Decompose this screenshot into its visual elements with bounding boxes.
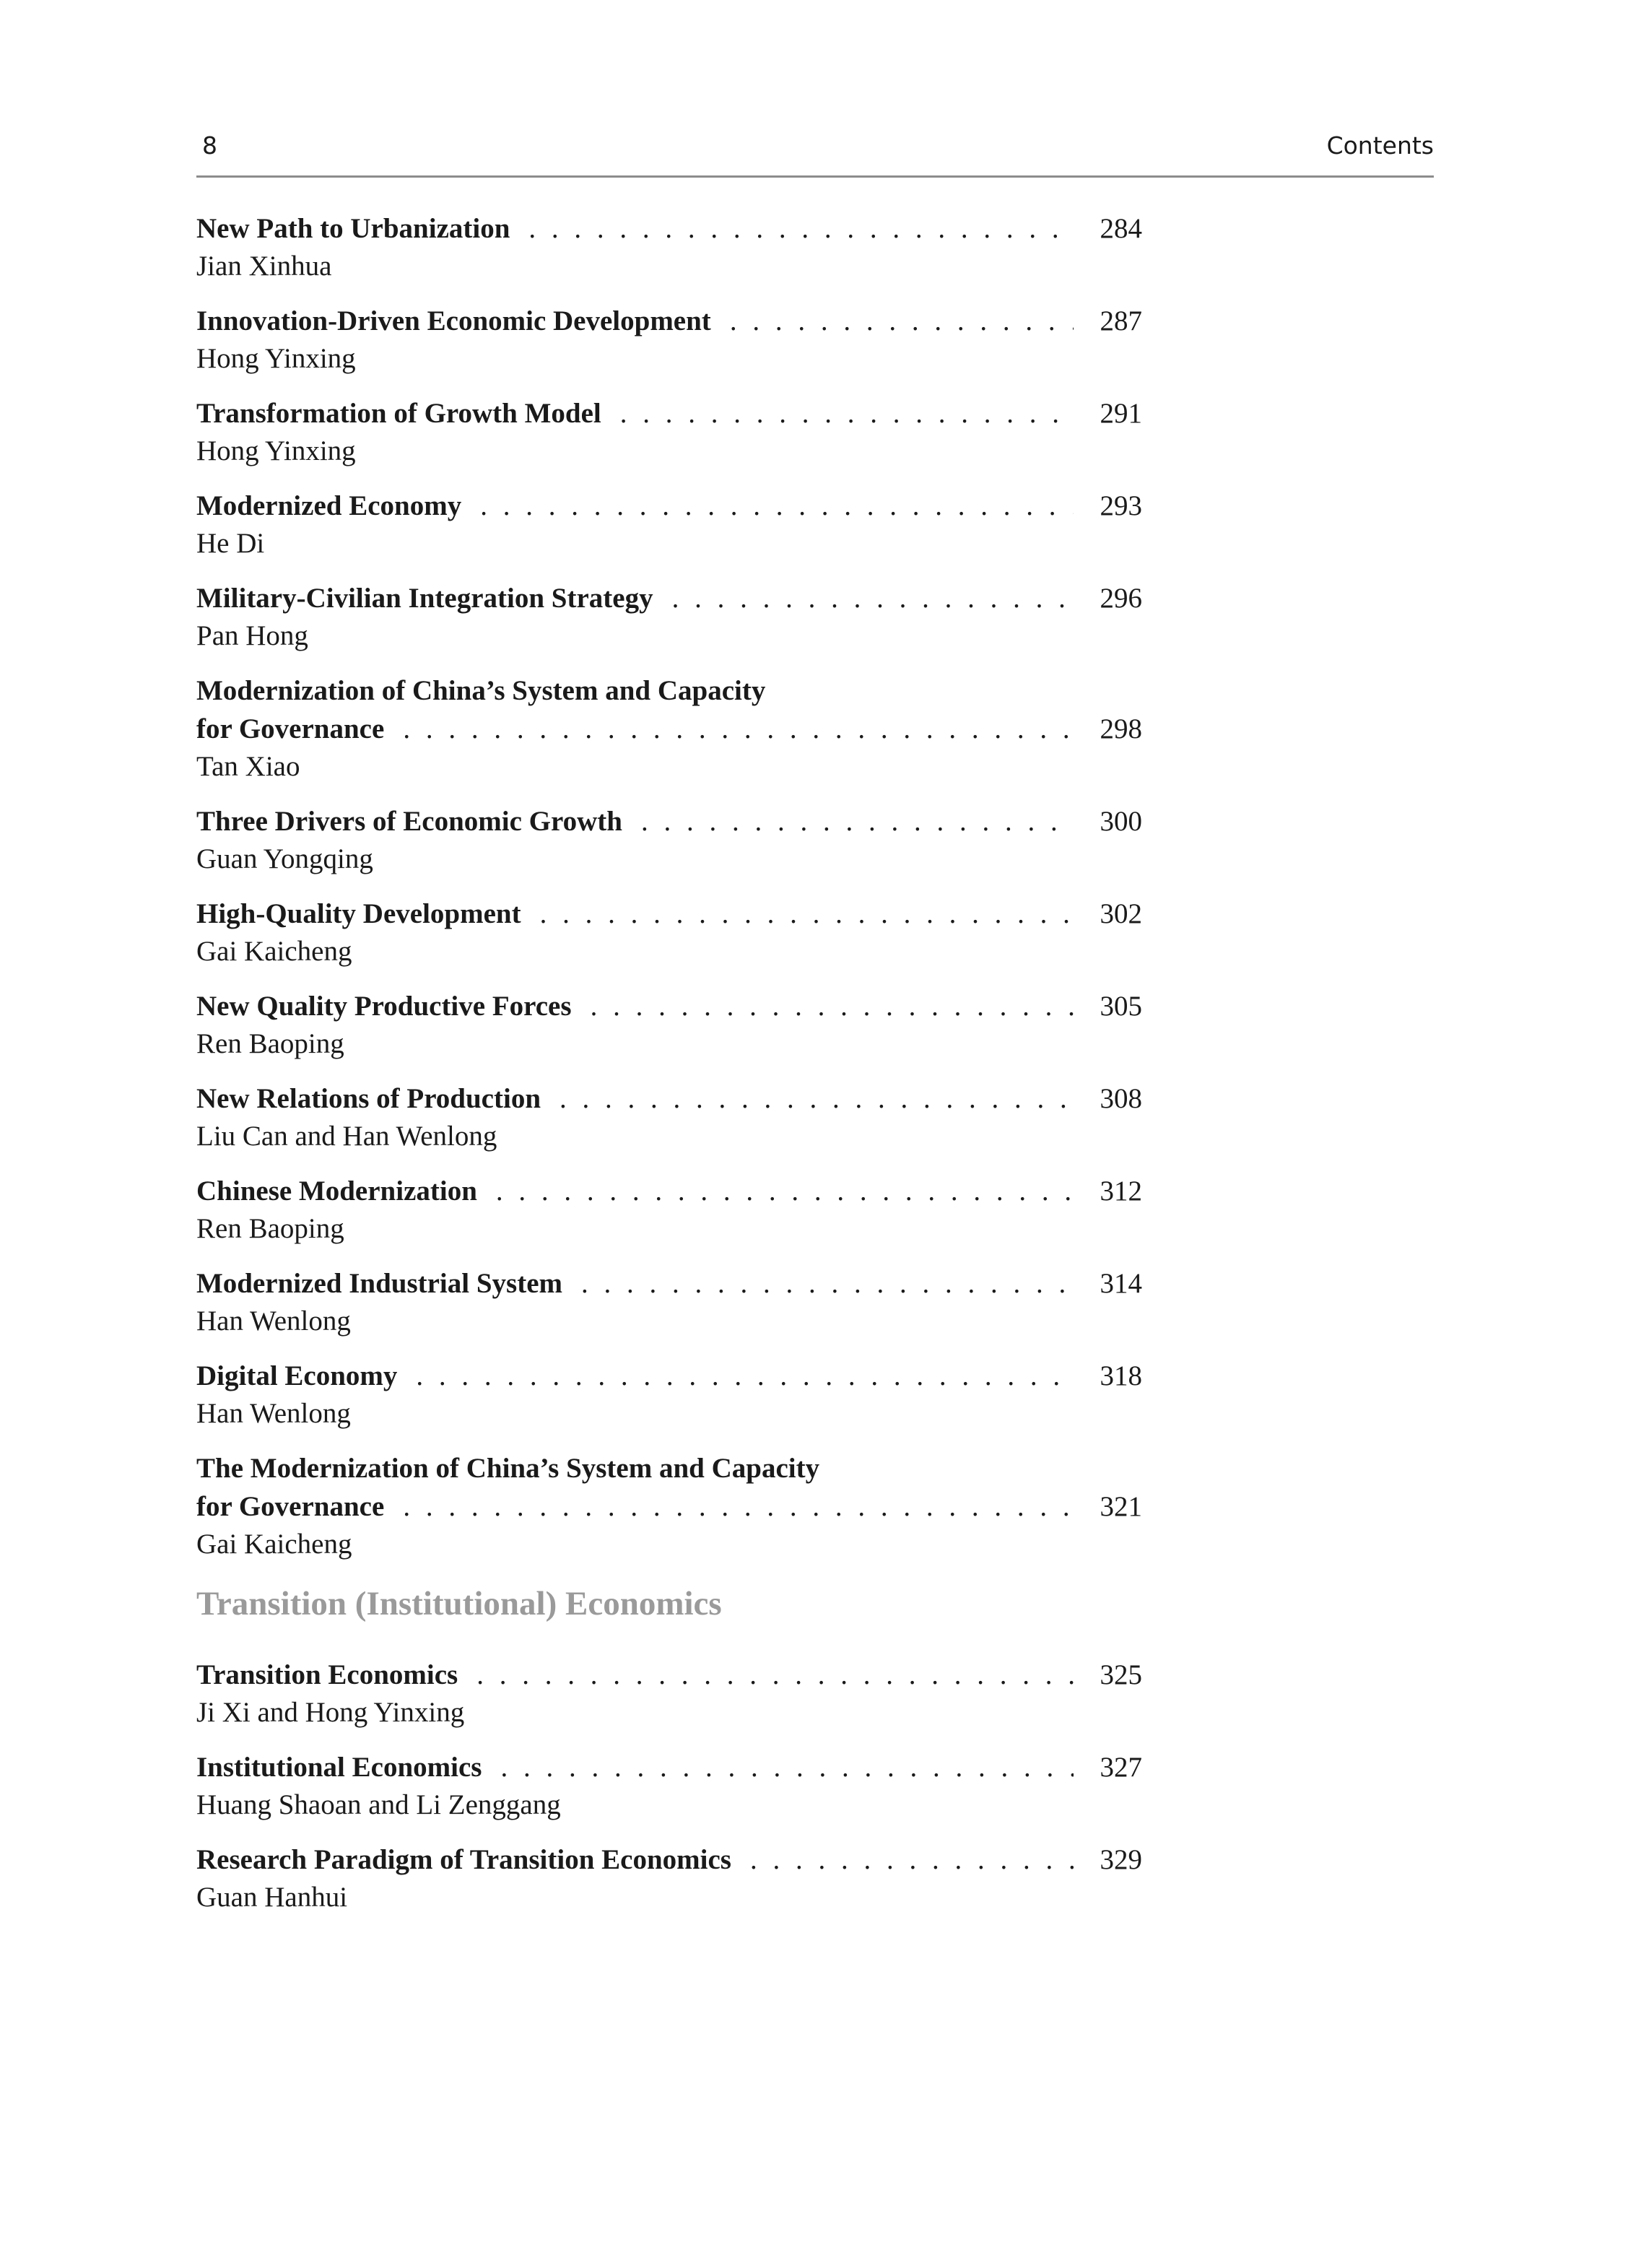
entry-page: 314 — [1100, 1268, 1142, 1299]
entry-author: Tan Xiao — [196, 751, 300, 782]
entry-title: New Relations of Production — [196, 1083, 541, 1114]
dot-leader — [560, 1079, 1074, 1118]
dot-leader — [730, 302, 1074, 340]
entry-author: He Di — [196, 528, 265, 559]
page-header — [196, 131, 1434, 168]
dot-leader — [500, 1748, 1074, 1786]
entry-page: 312 — [1100, 1176, 1142, 1207]
entry-title: Modernized Economy — [196, 490, 462, 521]
toc-entry-governance-2[interactable] — [196, 1449, 1142, 1563]
running-title: Contents — [1326, 131, 1434, 160]
header-rule — [196, 175, 1434, 178]
entry-author: Hong Yinxing — [196, 343, 356, 374]
dot-leader — [403, 1487, 1074, 1526]
entry-author: Ren Baoping — [196, 1213, 344, 1244]
entry-page: 302 — [1100, 898, 1142, 929]
section-heading: Transition (Institutional) Economics — [196, 1585, 722, 1622]
toc-entry-growth-model[interactable] — [196, 394, 1142, 470]
toc-entry-digital-economy[interactable] — [196, 1357, 1142, 1433]
entry-author: Gai Kaicheng — [196, 936, 352, 967]
entry-page: 298 — [1100, 713, 1142, 744]
toc-entry-innovation[interactable] — [196, 302, 1142, 378]
entry-page: 318 — [1100, 1360, 1142, 1391]
entry-page: 305 — [1100, 991, 1142, 1022]
dot-leader — [620, 394, 1074, 433]
entry-title: for Governance — [196, 1491, 385, 1522]
dot-leader — [416, 1357, 1074, 1395]
dot-leader — [496, 1172, 1074, 1210]
entry-author: Han Wenlong — [196, 1398, 351, 1429]
toc-entry-industrial-system[interactable] — [196, 1264, 1142, 1340]
dot-leader — [528, 209, 1074, 248]
entry-page: 293 — [1100, 490, 1142, 521]
entry-title: Innovation-Driven Economic Development — [196, 305, 711, 336]
dot-leader — [476, 1656, 1074, 1694]
entry-title: Transition Economics — [196, 1659, 458, 1690]
entry-author: Gai Kaicheng — [196, 1529, 352, 1560]
dot-leader — [672, 579, 1074, 617]
toc-entry-urbanization[interactable] — [196, 209, 1142, 285]
entry-title: Research Paradigm of Transition Economics — [196, 1844, 731, 1875]
toc-entry-high-quality[interactable] — [196, 895, 1142, 970]
entry-title: New Quality Productive Forces — [196, 991, 572, 1022]
entry-title: Modernized Industrial System — [196, 1268, 562, 1299]
entry-page: 325 — [1100, 1659, 1142, 1690]
entry-page: 327 — [1100, 1752, 1142, 1783]
toc-entry-institutional-economics[interactable] — [196, 1748, 1142, 1824]
entry-page: 284 — [1100, 213, 1142, 244]
toc-entry-military-civilian[interactable] — [196, 579, 1142, 655]
entry-title: Digital Economy — [196, 1360, 398, 1391]
entry-title: Three Drivers of Economic Growth — [196, 806, 622, 837]
dot-leader — [540, 895, 1074, 933]
entry-author: Huang Shaoan and Li Zenggang — [196, 1789, 561, 1820]
entry-page: 287 — [1100, 305, 1142, 336]
entry-author: Guan Yongqing — [196, 843, 373, 874]
book-page — [196, 0, 1434, 2268]
dot-leader — [591, 987, 1074, 1025]
entry-title: Institutional Economics — [196, 1752, 482, 1783]
toc-entry-governance-1[interactable] — [196, 672, 1142, 786]
entry-author: Guan Hanhui — [196, 1882, 348, 1913]
entry-author: Hong Yinxing — [196, 435, 356, 466]
entry-author: Ren Baoping — [196, 1028, 344, 1059]
dot-leader — [403, 710, 1074, 748]
toc-entry-transition-economics[interactable] — [196, 1656, 1142, 1732]
entry-title: for Governance — [196, 713, 385, 744]
entry-page: 291 — [1100, 398, 1142, 429]
toc-entry-chinese-modernization[interactable] — [196, 1172, 1142, 1248]
entry-title: New Path to Urbanization — [196, 213, 510, 244]
entry-page: 329 — [1100, 1844, 1142, 1875]
entry-page: 300 — [1100, 806, 1142, 837]
entry-author: Han Wenlong — [196, 1305, 351, 1337]
entry-author: Liu Can and Han Wenlong — [196, 1121, 497, 1152]
toc-entry-relations-production[interactable] — [196, 1079, 1142, 1155]
entry-title: Military-Civilian Integration Strategy — [196, 583, 653, 614]
dot-leader — [750, 1841, 1074, 1879]
toc-entry-research-paradigm[interactable] — [196, 1841, 1142, 1916]
entry-page: 308 — [1100, 1083, 1142, 1114]
toc-entry-modernized-economy[interactable] — [196, 487, 1142, 562]
entry-title-line-1: The Modernization of China’s System and Capacity — [196, 1453, 820, 1484]
dot-leader — [480, 487, 1074, 525]
toc-entry-productive-forces[interactable] — [196, 987, 1142, 1063]
entry-title: Transformation of Growth Model — [196, 398, 601, 429]
table-of-contents — [196, 209, 1142, 1933]
entry-title: High-Quality Development — [196, 898, 521, 929]
entry-author: Pan Hong — [196, 620, 308, 651]
entry-page: 321 — [1100, 1491, 1142, 1522]
toc-entry-three-drivers[interactable] — [196, 802, 1142, 878]
dot-leader — [641, 802, 1074, 840]
entry-title: Chinese Modernization — [196, 1176, 477, 1207]
entry-page: 296 — [1100, 583, 1142, 614]
entry-author: Jian Xinhua — [196, 251, 332, 282]
entry-author: Ji Xi and Hong Yinxing — [196, 1697, 465, 1728]
dot-leader — [581, 1264, 1074, 1303]
page-number: 8 — [202, 131, 217, 160]
entry-title-line-1: Modernization of China’s System and Capacity — [196, 675, 766, 706]
